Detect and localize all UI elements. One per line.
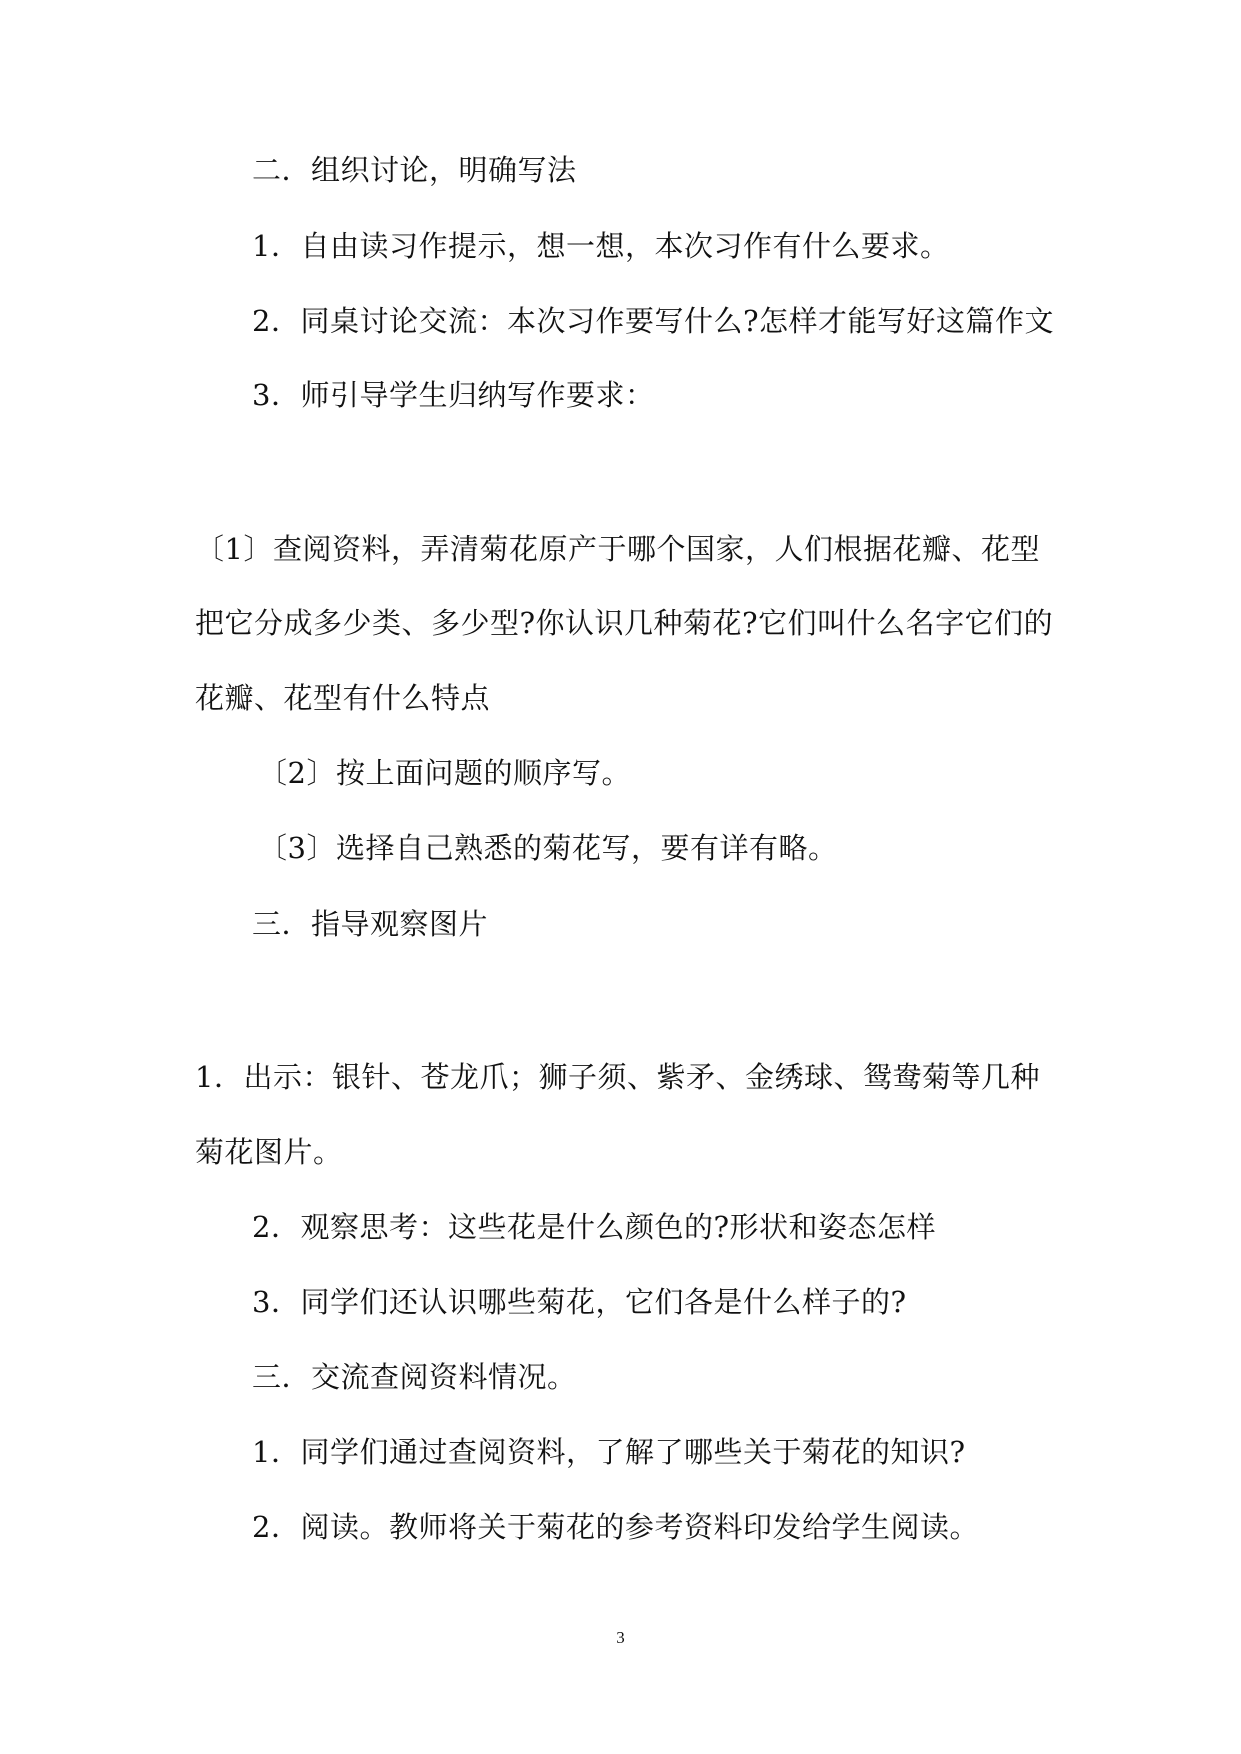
paragraph-line: 2．同桌讨论交流：本次习作要写什么?怎样才能写好这篇作文 xyxy=(252,304,1054,338)
paragraph-line: 2．阅读。教师将关于菊花的参考资料印发给学生阅读。 xyxy=(252,1510,979,1544)
paragraph-line: 3．同学们还认识哪些菊花，它们各是什么样子的? xyxy=(252,1285,907,1319)
section-heading-observation: 三．指导观察图片 xyxy=(252,907,489,941)
paragraph-line: 花瓣、花型有什么特点 xyxy=(195,681,491,715)
paragraph-line: 1．出示：银针、苍龙爪；狮子须、紫矛、金绣球、鸳鸯菊等几种 xyxy=(195,1060,1040,1094)
paragraph-line: 〔1〕查阅资料，弄清菊花原产于哪个国家，人们根据花瓣、花型 xyxy=(195,532,1040,566)
section-heading-discussion: 二．组织讨论，明确写法 xyxy=(252,153,577,187)
paragraph-line: 1．自由读习作提示，想一想，本次习作有什么要求。 xyxy=(252,229,950,263)
page-number: 3 xyxy=(616,1628,625,1647)
paragraph-line: 2．观察思考：这些花是什么颜色的?形状和姿态怎样 xyxy=(252,1210,936,1244)
paragraph-line: 〔3〕选择自己熟悉的菊花写，要有详有略。 xyxy=(258,831,838,865)
paragraph-line: 菊花图片。 xyxy=(195,1135,343,1169)
paragraph-line: 3．师引导学生归纳写作要求： xyxy=(252,378,655,412)
paragraph-line: 把它分成多少类、多少型?你认识几种菊花?它们叫什么名字它们的 xyxy=(195,606,1054,640)
paragraph-line: 〔2〕按上面问题的顺序写。 xyxy=(258,756,631,790)
paragraph-line: 1．同学们通过查阅资料，了解了哪些关于菊花的知识? xyxy=(252,1435,966,1469)
section-heading-exchange: 三．交流查阅资料情况。 xyxy=(252,1360,577,1394)
